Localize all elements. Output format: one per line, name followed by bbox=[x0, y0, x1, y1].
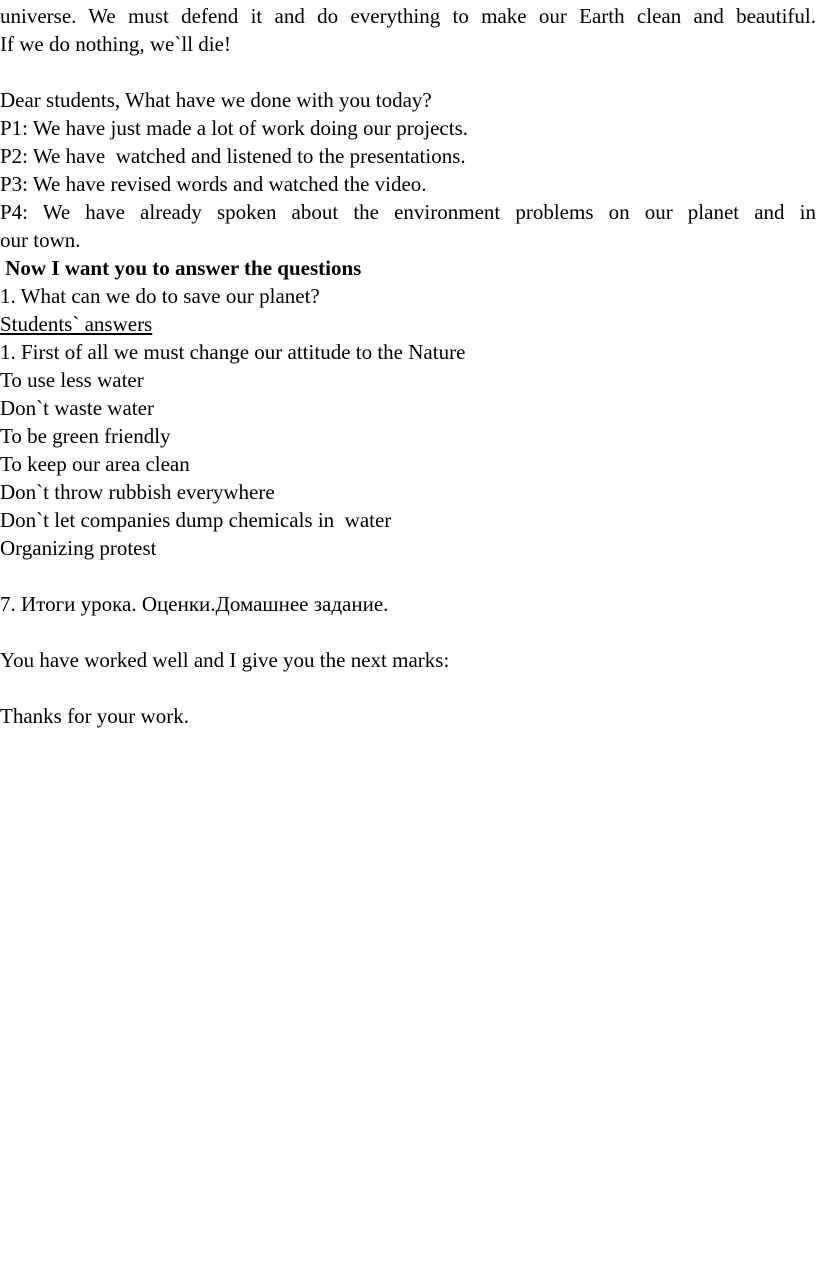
answer-item: Don`t let companies dump chemicals in water bbox=[0, 508, 392, 532]
lesson-summary-heading: 7. Итоги урока. Оценки.Домашнее задание. bbox=[0, 592, 389, 616]
thanks-line: Thanks for your work. bbox=[0, 704, 189, 728]
text-line-p1: P1: We have just made a lot of work doing our projects. bbox=[0, 116, 468, 140]
text-line-closing-paragraph: universe. We must defend it and do everything to make our Earth clean and beautiful. bbox=[0, 4, 816, 28]
answer-item: To keep our area clean bbox=[0, 452, 190, 476]
answer-item: Don`t throw rubbish everywhere bbox=[0, 480, 275, 504]
answer-item: Organizing protest bbox=[0, 536, 157, 560]
question-1: 1. What can we do to save our planet? bbox=[0, 284, 320, 308]
section-heading-questions: Now I want you to answer the questions bbox=[0, 256, 362, 280]
answer-1: 1. First of all we must change our attitude to the Nature bbox=[0, 340, 466, 364]
answer-item: Don`t waste water bbox=[0, 396, 154, 420]
text-line-warning: If we do nothing, we`ll die! bbox=[0, 32, 231, 56]
answer-item: To be green friendly bbox=[0, 424, 171, 448]
text-line-teacher-question: Dear students, What have we done with you today? bbox=[0, 88, 432, 112]
students-answers-heading: Students` answers bbox=[0, 312, 153, 336]
text-line-p3: P3: We have revised words and watched the video. bbox=[0, 172, 427, 196]
text-line-p2: P2: We have watched and listened to the presentations. bbox=[0, 144, 466, 168]
marks-line: You have worked well and I give you the next marks: bbox=[0, 648, 450, 672]
answer-item: To use less water bbox=[0, 368, 144, 392]
text-line-p4-continued: our town. bbox=[0, 228, 81, 252]
text-line-p4: P4: We have already spoken about the environment problems on our planet and in bbox=[0, 200, 816, 224]
